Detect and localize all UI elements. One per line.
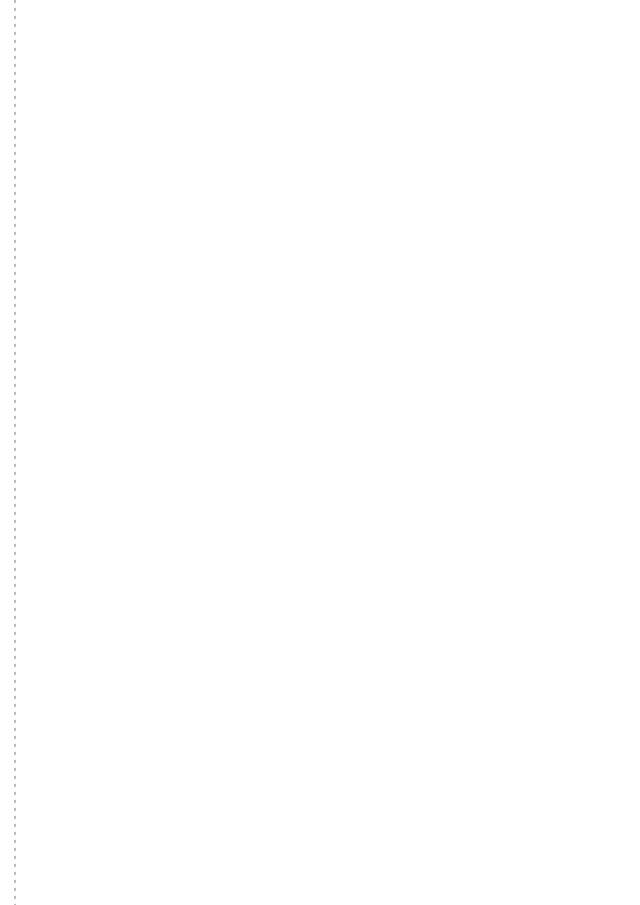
- scan-edge: [14, 0, 16, 905]
- budget-table-sheet: [52, 36, 552, 896]
